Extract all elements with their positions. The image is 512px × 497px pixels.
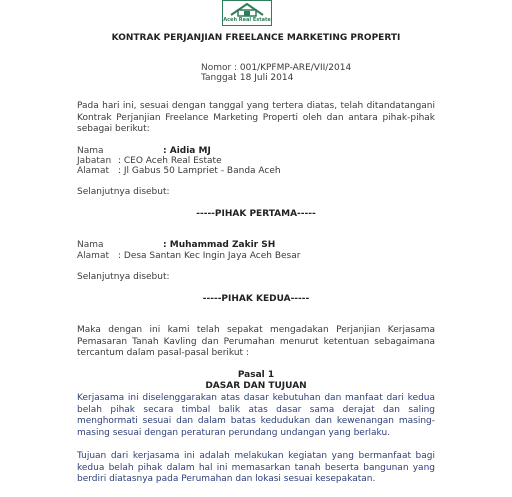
document-title: KONTRAK PERJANJIAN FREELANCE MARKETING PROPERTI — [111, 33, 401, 43]
party2-nama-value: : Muhammad Zakir SH — [163, 240, 276, 250]
party1-jabatan-label: Jabatan — [77, 156, 112, 166]
pasal-1-heading: Pasal 1 — [237, 370, 275, 380]
house-logo-icon — [223, 1, 271, 17]
party1-jabatan-value: : CEO Aceh Real Estate — [118, 156, 222, 166]
party1-alamat-label: Alamat — [77, 166, 109, 176]
party1-nama-label: Nama — [77, 146, 104, 156]
pasal-1-paragraph-2: Tujuan dari kerjasama ini adalah melakukan kegiatan yang bermanfaat bagi kedua belah pihak dalam hal ini memasarkan tanah beserta bangunan yang berdiri diatasnya pada Perumahan dan lokasi sesuai kesepakatan. — [77, 451, 435, 484]
nomor-value: : 001/KPFMP-ARE/VII/2014 — [234, 63, 352, 73]
pihak-pertama-heading: -----PIHAK PERTAMA----- — [196, 209, 316, 219]
party1-nama-value: : Aidia MJ — [163, 146, 211, 156]
tanggal-label: Tanggal — [201, 73, 236, 83]
pihak-kedua-heading: -----PIHAK KEDUA----- — [202, 294, 310, 304]
logo-caption: Aceh Real Estate — [223, 17, 271, 23]
intro-paragraph: Pada hari ini, sesuai dengan tanggal yang tertera diatas, telah ditandatangani Kontrak Perjanjian Freelance Marketing Properti oleh dan antara pihak-pihak sebagai berikut: — [77, 101, 435, 134]
nomor-label: Nomor — [201, 63, 232, 73]
party2-nama-label: Nama — [77, 240, 104, 250]
company-logo — [222, 0, 272, 26]
selanjutnya-disebut-2: Selanjutnya disebut: — [77, 272, 170, 282]
selanjutnya-disebut-1: Selanjutnya disebut: — [77, 187, 170, 197]
pasal-1-paragraph-1: Kerjasama ini diselenggarakan atas dasar kebutuhan dan manfaat dari kedua belah pihak secara timbal balik atas dasar sama derajat dan saling menghormati sesuai dan dalam batas kedudukan dan kewenangan masing-masing sesuai dengan peraturan perundang undangan yang berlaku. — [77, 393, 435, 438]
party1-alamat-value: : Jl Gabus 50 Lampriet - Banda Aceh — [118, 166, 281, 176]
party2-alamat-label: Alamat — [77, 251, 109, 261]
tanggal-value: : 18 Juli 2014 — [234, 73, 294, 83]
party2-alamat-value: : Desa Santan Kec Ingin Jaya Aceh Besar — [118, 251, 301, 261]
agreement-paragraph: Maka dengan ini kami telah sepakat mengadakan Perjanjian Kerjasama Pemasaran Tanah Kavling dan Perumahan menurut ketentuan sebagaimana tercantum dalam pasal-pasal berikut : — [77, 325, 435, 358]
pasal-1-subheading: DASAR DAN TUJUAN — [205, 381, 307, 391]
